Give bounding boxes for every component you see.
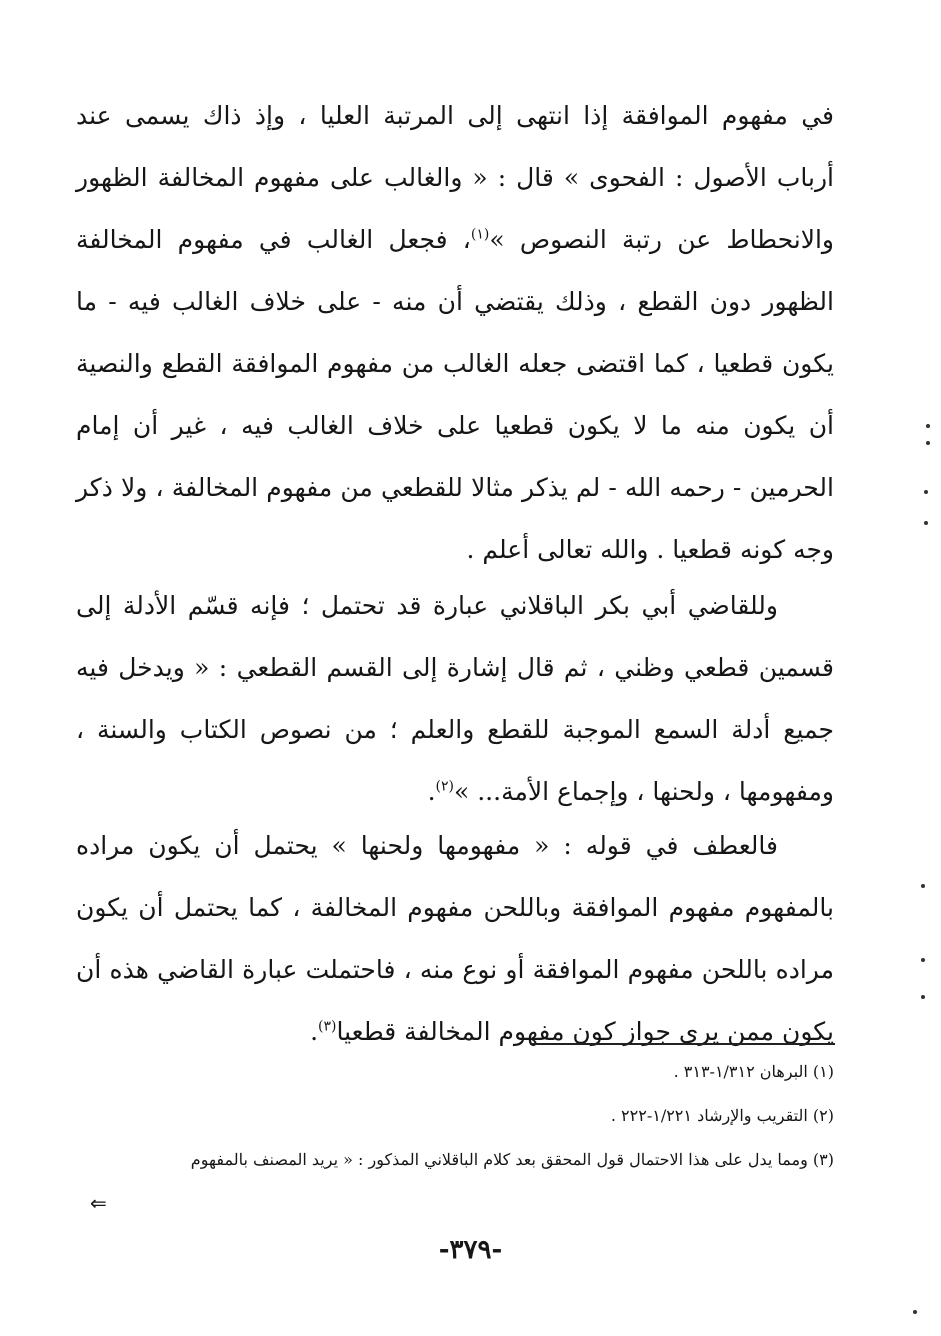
paragraph-2-end: . [427,777,436,806]
paragraph-1-text: في مفهوم الموافقة إذا انتهى إلى المرتبة العليا ، وإذ ذاك يسمى عند أرباب الأصول : الفحوى » قال : « والغالب على مفهوم المخالفة الظهور والانحطاط عن رتبة النصوص » [76,101,834,254]
footnote-ref-3[interactable]: (٣) [318,1018,337,1035]
footnotes [76,1060,834,1172]
paragraph-3 [76,815,834,1063]
paragraph-2-text: وللقاضي أبي بكر الباقلاني عبارة قد تحتمل ؛ فإنه قسّم الأدلة إلى قسمين قطعي وظني ، ثم قال إشارة إلى القسم القطعي : « ويدخل فيه جميع أدلة السمع الموجبة للقطع والعلم ؛ من نصوص الكتاب والسنة ، ومفهومها ، ولحنها ، وإجماع الأمة... » [76,591,834,806]
paragraph-1 [76,85,834,581]
margin-dot [921,958,925,962]
margin-dot [921,995,925,999]
footnote-3: (٣) ومما يدل على هذا الاحتمال قول المحقق بعد كلام الباقلاني المذكور : « يريد المصنف بالمفهوم [190,1150,834,1169]
margin-dot [926,424,930,428]
paragraph-1-continuation: ، فجعل الغالب في مفهوم المخالفة الظهور دون القطع ، وذلك يقتضي أن منه - على خلاف الغالب فيه - ما يكون قطعيا ، كما اقتضى جعله الغالب من مفهوم الموافقة القطع والنصية أن يكون منه ما لا يكون قطعيا على خلاف الغالب فيه ، غير أن إمام الحرمين - رحمه الله - لم يذكر مثالا للقطعي من مفهوم المخالفة ، ولا ذكر وجه كونه قطعيا . والله تعالى أعلم . [76,225,834,564]
margin-dot [926,441,930,445]
footnote-separator [530,1043,835,1045]
margin-dot [924,521,928,525]
margin-dot [921,884,925,888]
continuation-arrow-icon: ⇐ [90,1191,107,1215]
footnote-2: (٢) التقريب والإرشاد ١/٢٢١-٢٢٢ . [610,1106,834,1125]
paragraph-3-end: . [310,1017,319,1046]
page-number: -٣٧٩- [438,1235,503,1265]
paragraph-2 [76,575,834,823]
paragraph-3-text: فالعطف في قوله : « مفهومها ولحنها » يحتمل أن يكون مراده بالمفهوم مفهوم الموافقة وباللحن مفهوم المخالفة ، كما يحتمل أن يكون مراده باللحن مفهوم الموافقة أو نوع منه ، فاحتملت عبارة القاضي هذه أن يكون ممن يرى جواز كون مفهوم المخالفة قطعيا [76,831,834,1046]
footnote-ref-1[interactable]: (١) [470,226,490,243]
footnote-1: (١) البرهان ١/٣١٢-٣١٣ . [673,1062,834,1081]
margin-dot [924,490,928,494]
footnote-ref-2[interactable]: (٢) [435,778,454,795]
margin-dot [913,1310,917,1314]
